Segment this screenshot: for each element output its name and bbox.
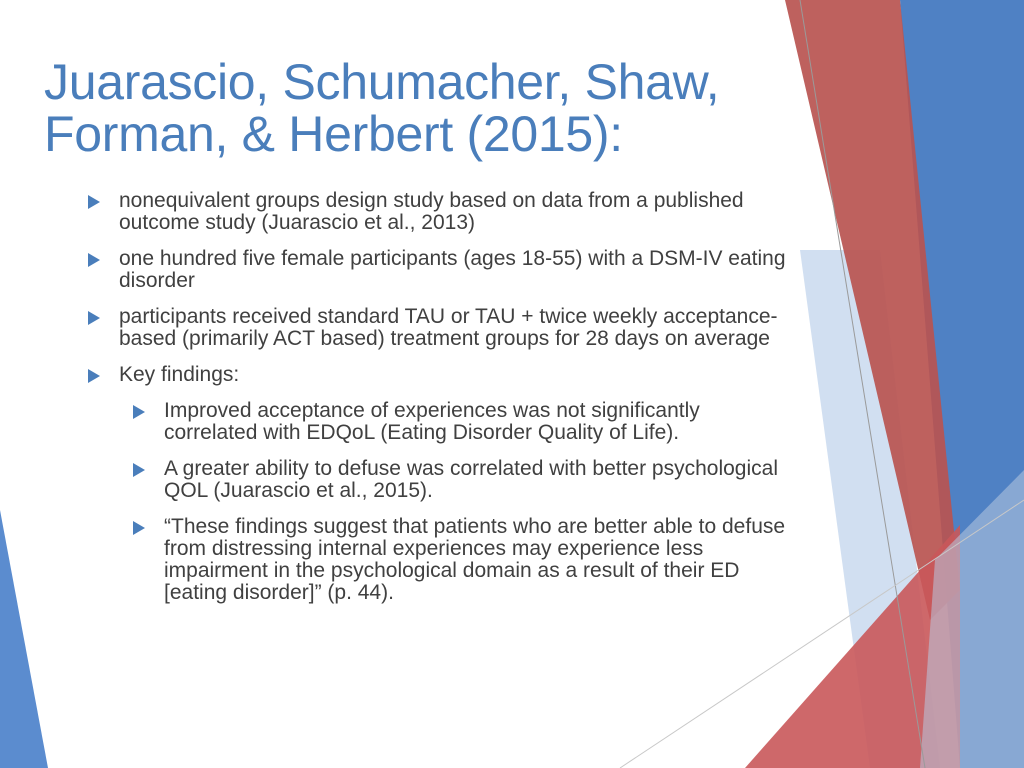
- sub-bullet-item: [133, 458, 788, 502]
- bullet-item: [88, 190, 788, 234]
- sub-bullet-text: A greater ability to defuse was correlated with better psychological QOL (Juarascio et al., 2015).: [164, 457, 778, 502]
- bullet-item: [88, 364, 788, 386]
- bullet-text: participants received standard TAU or TAU + twice weekly acceptance-based (primarily ACT based) treatment groups for 28 days on average: [119, 305, 778, 350]
- bullet-arrow-icon: [88, 253, 100, 267]
- sub-bullet-item: [133, 400, 788, 444]
- left-blue-shape: [0, 510, 48, 768]
- bullet-arrow-icon: [133, 405, 145, 419]
- bullet-arrow-icon: [88, 369, 100, 383]
- slide-title: [44, 56, 804, 160]
- bullet-item: [88, 306, 788, 350]
- bullet-arrow-icon: [133, 521, 145, 535]
- bullet-arrow-icon: [88, 311, 100, 325]
- sub-bullet-item: [133, 516, 788, 604]
- bullet-arrow-icon: [88, 195, 100, 209]
- bullet-arrow-icon: [133, 463, 145, 477]
- title-line-1: Juarascio, Schumacher, Shaw,: [44, 54, 720, 110]
- bullet-text: one hundred five female participants (ages 18-55) with a DSM-IV eating disorder: [119, 247, 786, 292]
- bullet-text: Key findings:: [119, 363, 240, 386]
- bullet-text: nonequivalent groups design study based on data from a published outcome study (Juarascio et al., 2013): [119, 189, 744, 234]
- sub-bullet-text: “These findings suggest that patients who are better able to defuse from distressing internal experiences may experience less impairment in the psychological domain as a result of their ED [eating disorder]” (p. 44).: [164, 515, 786, 604]
- title-line-2: Forman, & Herbert (2015):: [44, 106, 623, 162]
- bullet-list: [88, 190, 788, 618]
- sub-bullet-text: Improved acceptance of experiences was not significantly correlated with EDQoL (Eating Disorder Quality of Life).: [164, 399, 700, 444]
- bullet-item: [88, 248, 788, 292]
